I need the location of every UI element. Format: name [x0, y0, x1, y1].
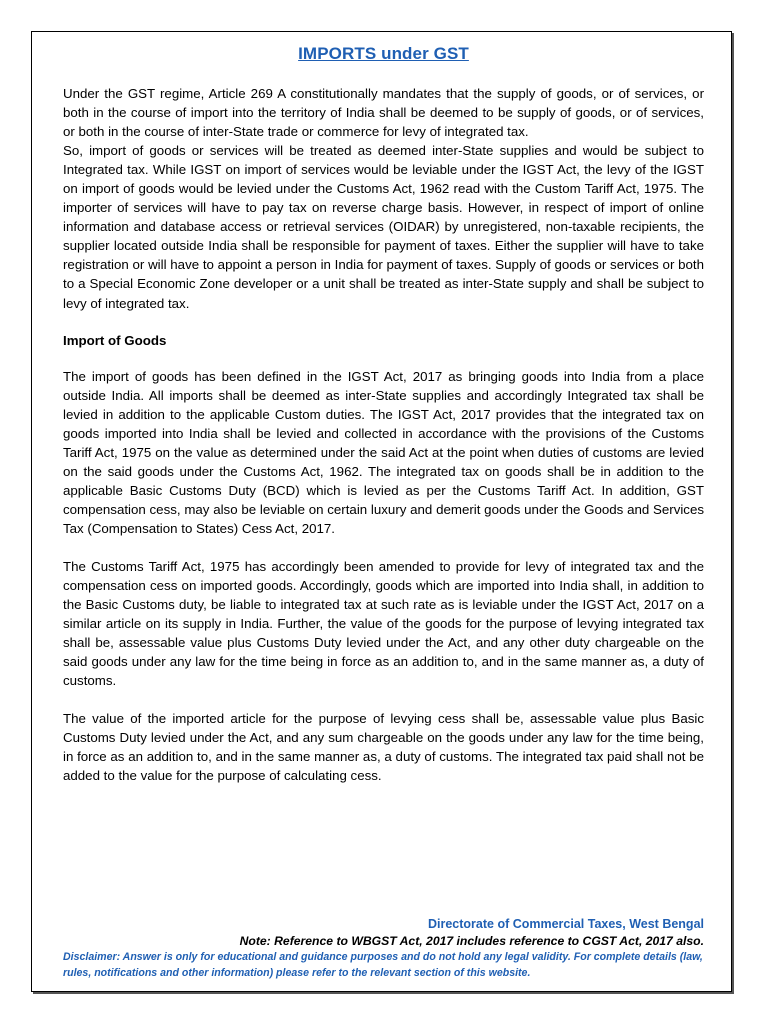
footer-disclaimer: Disclaimer: Answer is only for educational and guidance purposes and do not hold any legal validity. For complete details (law, rules, notifications and other information) please refer to the relevant section of this website. — [63, 951, 703, 979]
intro-paragraph-1: Under the GST regime, Article 269 A constitutionally mandates that the supply of goods, or of services, or both in the course of import into the territory of India shall be deemed to be supply of goods, or of services, or both in the course of inter-State trade or commerce for levy of integrated tax. — [63, 86, 704, 140]
goods-paragraph-1: The import of goods has been defined in the IGST Act, 2017 as bringing goods into India from a place outside India. All imports shall be deemed as inter-State supplies and accordingly Integrated tax shall be levied in addition to the applicable Custom duties. The IGST Act, 2017 provides that the integrated tax on goods imported into India shall be levied and collected in accordance with the provisions of the Customs Tariff Act, 1975 on the value as determined under the said Act at the point when duties of customs are levied on the said goods under the Customs Act, 1962. The integrated tax on goods shall be in addition to the applicable Basic Customs Duty (BCD) which is levied as per the Customs Tariff Act. In addition, GST compensation cess, may also be leviable on certain luxury and demerit goods under the Goods and Services Tax (Compensation to States) Cess Act, 2017. — [63, 368, 704, 536]
intro-paragraph-2: So, import of goods or services will be treated as deemed inter-State supplies and would be subject to Integrated tax. While IGST on import of services would be leviable under the IGST Act, the levy of the IGST on import of goods would be levied under the Customs Act, 1962 read with the Custom Tariff Act, 1975. The importer of services will have to pay tax on reverse charge basis. However, in respect of import of online information and database access or retrieval services (OIDAR) by unregistered, non-taxable recipients, the supplier located outside India shall be responsible for payment of taxes. Either the supplier will have to take registration or will have to appoint a person in India for payment of taxes. Supply of goods or services or both to a Special Economic Zone developer or a unit shall be treated as inter-State supply and shall be subject to levy of integrated tax. — [63, 143, 704, 311]
goods-paragraph-2: The Customs Tariff Act, 1975 has accordingly been amended to provide for levy of integrated tax and the compensation cess on imported goods. Accordingly, goods which are imported into India shall, in addition to the Basic Customs duty, be liable to integrated tax at such rate as is leviable under the IGST Act, 2017 on a similar article on its supply in India. Further, the value of the goods for the purpose of levying integrated tax shall be, assessable value plus Customs Duty levied under the Act, and any other duty chargeable on the said goods under any law for the time being in force as an addition to, and in the same manner as, a duty of customs. — [63, 558, 704, 689]
goods-paragraph-3: The value of the imported article for the purpose of levying cess shall be, assessable value plus Basic Customs Duty levied under the Act, and any sum chargeable on the goods under any law for the time being, in force as an addition to, and in the same manner as, a duty of customs. The integrated tax paid shall not be added to the value for the purpose of calculating cess. — [63, 711, 704, 784]
paragraph-spacer — [63, 690, 704, 709]
page-title: IMPORTS under GST — [298, 44, 469, 63]
document-body — [63, 44, 704, 786]
paragraph-spacer — [63, 538, 704, 557]
footer — [63, 916, 704, 981]
footer-directorate: Directorate of Commercial Taxes, West Bengal — [427, 917, 704, 931]
footer-note: Note: Reference to WBGST Act, 2017 includes reference to CGST Act, 2017 also. — [239, 934, 704, 948]
section-heading-import-of-goods: Import of Goods — [63, 332, 167, 348]
